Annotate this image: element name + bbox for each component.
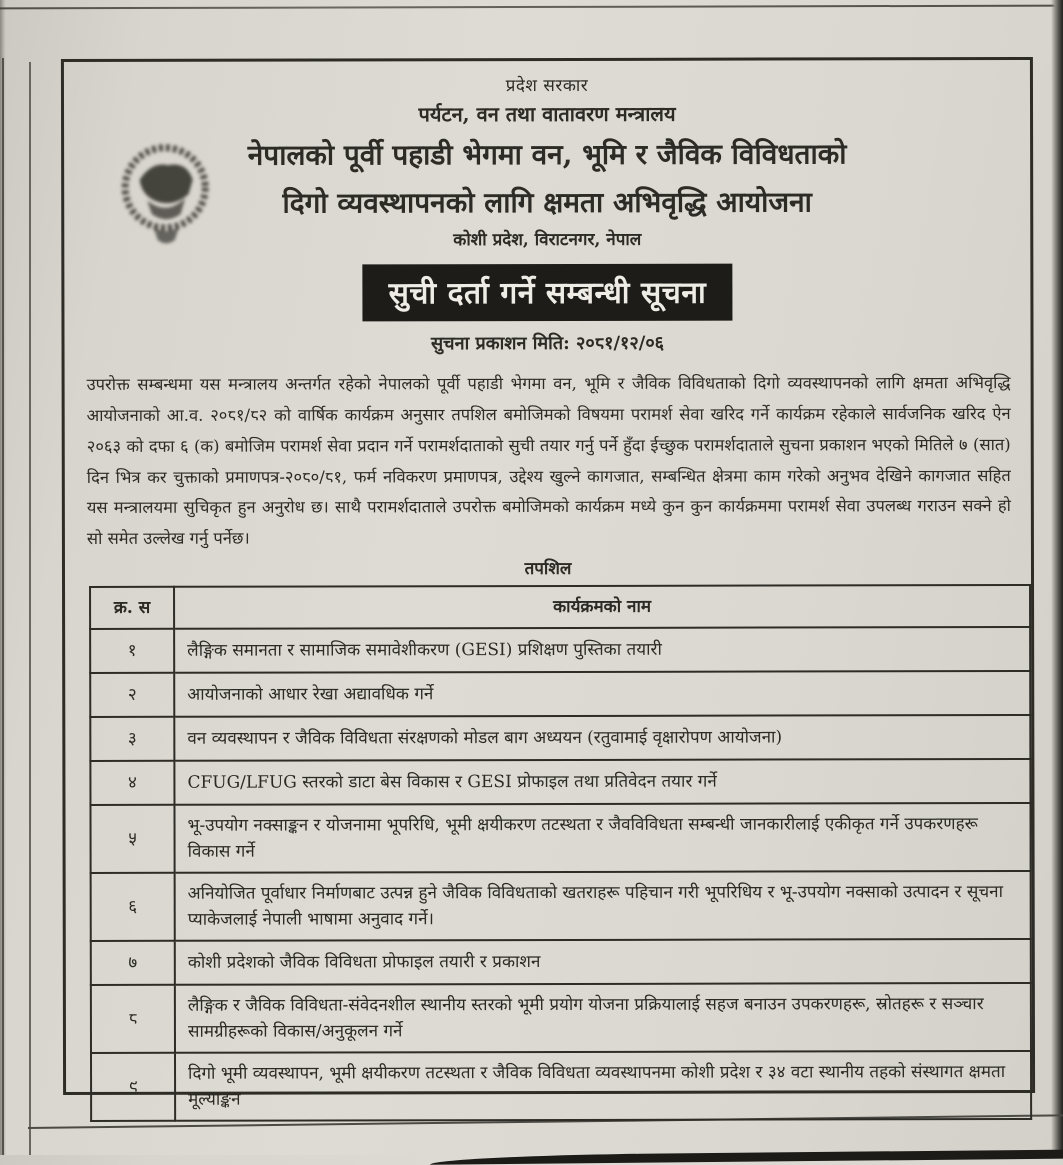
table-row <box>90 627 1030 673</box>
scan-artifact-left-edge-shadow <box>0 0 6 1155</box>
nepal-government-emblem-icon <box>114 136 216 254</box>
table-row <box>91 1051 1031 1121</box>
program-name-cell: अनियोजित पूर्वाधार निर्माणबाट उत्पन्न हुने जैविक विविधताको खतराहरू पहिचान गरी भूपरिधिय र भू-उपयोग नक्साको उत्पादन र सूचना प्याकेजलाई नेपाली भाषामा अनुवाद गर्ने। <box>175 871 1031 941</box>
notice-page-border <box>61 57 1035 1110</box>
publication-date: सुचना प्रकाशन मिति: २०८१/१२/०६ <box>430 332 665 355</box>
program-table <box>89 584 1032 1122</box>
sn-header: क्र. स <box>90 587 174 629</box>
scan-artifact-right-edge-shadow <box>1051 0 1063 1155</box>
sn-cell: २ <box>90 673 174 717</box>
office-address: कोशी प्रदेश, विराटनगर, नेपाल <box>453 229 642 251</box>
sn-cell: ४ <box>90 761 174 805</box>
details-heading: तपशिल <box>524 559 572 580</box>
program-name-header: कार्यक्रमको नाम <box>174 585 1030 629</box>
program-name-cell: दिगो भूमी व्यवस्थापन, भूमी क्षयीकरण तटस्थता र जैविक विविधता व्यवस्थापनमा कोशी प्रदेश र ३४ वटा स्थानीय तहको संस्थागत क्षमता मूल्याङ्कन <box>175 1051 1031 1121</box>
sn-cell: १ <box>90 629 174 673</box>
sn-cell: ५ <box>90 805 174 873</box>
program-name-cell: वन व्यवस्थापन र जैविक विविधता संरक्षणको मोडल बाग अध्ययन (रतुवामाई वृक्षारोपण आयोजना) <box>174 715 1030 761</box>
table-row <box>91 983 1031 1053</box>
sn-cell: ९ <box>91 1053 175 1121</box>
table-row <box>90 671 1030 717</box>
notice-title-wrap <box>64 263 1030 322</box>
program-name-cell: लैङ्गिक र जैविक विविधता-संवेदनशील स्थानीय स्तरको भूमी प्रयोग योजना प्रक्रियालाई सहज बनाउन उपकरणहरू, स्रोतहरू र सञ्चार सामग्रीहरूको विकास/अनुकूलन गर्ने <box>175 983 1031 1053</box>
sn-cell: ६ <box>91 873 175 941</box>
notice-title-banner: सुची दर्ता गर्ने सम्बन्धी सूचना <box>363 264 733 322</box>
program-name-cell: कोशी प्रदेशको जैविक विविधता प्रोफाइल तयारी र प्रकाशन <box>175 939 1031 985</box>
program-name-cell: CFUG/LFUG स्तरको डाटा बेस विकास र GESI प्रोफाइल तथा प्रतिवेदन तयार गर्ने <box>174 759 1030 805</box>
sn-cell: ७ <box>91 941 175 985</box>
project-title-line2: दिगो व्यवस्थापनको लागि क्षमता अभिवृद्धि आयोजना <box>282 185 812 220</box>
project-title-line1: नेपालको पूर्वी पहाडी भेगमा वन, भूमि र जैविक विविधताको <box>247 137 847 172</box>
program-name-cell: लैङ्गिक समानता र सामाजिक समावेशीकरण (GESI) प्रशिक्षण पुस्तिका तयारी <box>174 627 1030 673</box>
table-row <box>90 759 1030 805</box>
scan-artifact-bottom-page-edge <box>430 1149 1063 1165</box>
table-row <box>90 715 1030 761</box>
table-header-row <box>90 585 1030 629</box>
scan-artifact-top-line <box>0 5 1063 10</box>
scan-artifact-left-line-inner <box>29 62 31 1155</box>
government-label: प्रदेश सरकार <box>505 75 589 97</box>
ministry-name: पर्यटन, वन तथा वातावरण मन्त्रालय <box>418 101 676 127</box>
sn-cell: ३ <box>90 717 174 761</box>
program-name-cell: आयोजनाको आधार रेखा अद्यावधिक गर्ने <box>174 671 1030 717</box>
sn-cell: ८ <box>91 985 175 1053</box>
scan-artifact-left-line-outer <box>2 58 4 1155</box>
table-row <box>91 939 1031 985</box>
table-row <box>90 803 1030 873</box>
program-name-cell: भू-उपयोग नक्साङ्कन र योजनामा भूपरिधि, भूमी क्षयीकरण तटस्थता र जैवविविधता सम्बन्धी जानकारीलाई एकीकृत गर्ने उपकरणहरू विकास गर्ने <box>174 803 1030 873</box>
table-row <box>91 871 1031 941</box>
notice-body-paragraph: उपरोक्त सम्बन्धमा यस मन्त्रालय अन्तर्गत रहेको नेपालको पूर्वी पहाडी भेगमा वन, भूमि र जैविक विविधताको दिगो व्यवस्थापनको लागि क्षमता अभिवृद्धि आयोजनाको आ.व. २०८१/८२ को वार्षिक कार्यक्रम अनुसार तपशिल बमोजिमको विषयमा परामर्श सेवा खरिद गर्ने कार्यक्रम रहेकाले सार्वजनिक खरिद ऐन २०६३ को दफा ६ (क) बमोजिम परामर्श सेवा प्रदान गर्ने परामर्शदाताको सुची तयार गर्नु पर्ने हुँदा ईच्छुक परामर्शदाताले सुचना प्रकाशन भएको मितिले ७ (सात) दिन भित्र कर चुक्ताको प्रमाणपत्र-२०८०/८१, फर्म नविकरण प्रमाणपत्र, उद्देश्य खुल्ने कागजात, सम्बन्धित क्षेत्रमा काम गरेको अनुभव देखिने कागजात सहित यस मन्त्रालयमा सुचिकृत हुन अनुरोध छ। साथै परामर्शदाताले उपरोक्त बमोजिमको कार्यक्रम मध्ये कुन कुन कार्यक्रममा परामर्श सेवा उपलब्ध गराउन सक्ने हो सो समेत उल्लेख गर्नु पर्नेछ। <box>86 373 1011 549</box>
